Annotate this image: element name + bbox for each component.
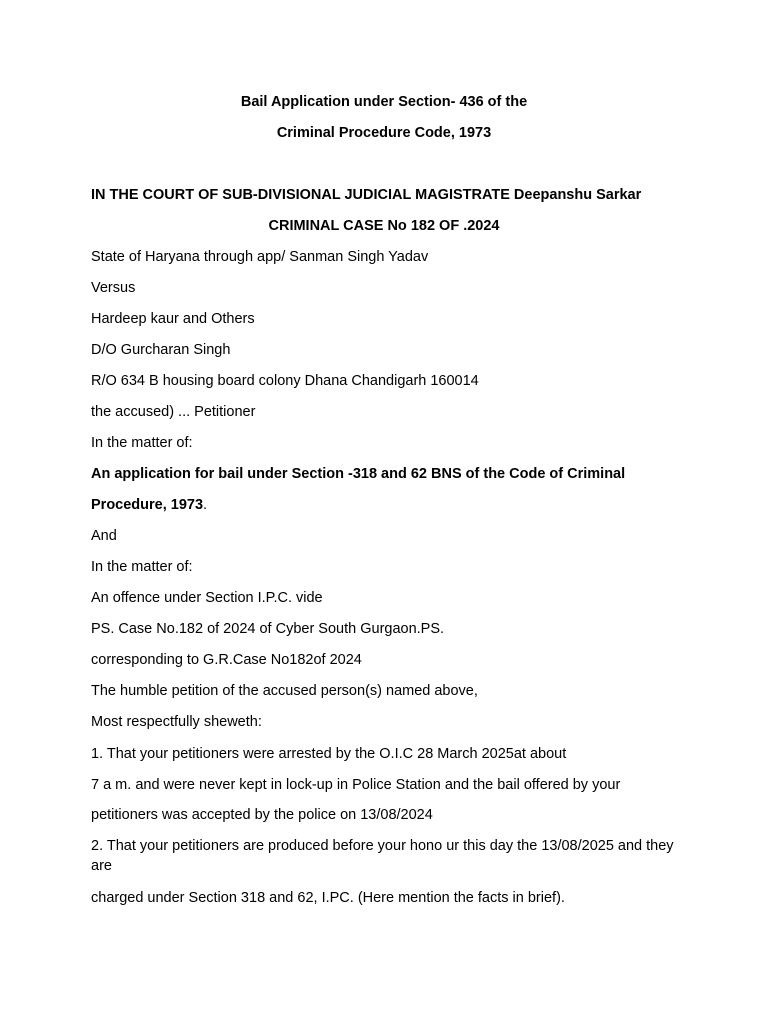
accused-parent: D/O Gurcharan Singh — [91, 342, 231, 358]
point-1-line-3: petitioners was accepted by the police on 13/08/2024 — [91, 807, 433, 823]
in-the-matter-label: In the matter of: — [91, 435, 193, 451]
application-line-2-text: Procedure, 1973 — [91, 497, 204, 513]
sheweth-line: Most respectfully sheweth: — [91, 714, 262, 730]
point-1-line-1: 1. That your petitioners were arrested by the O.I.C 28 March 2025at about — [91, 746, 567, 762]
ps-case-line: PS. Case No.182 of 2024 of Cyber South Gurgaon.PS. — [91, 621, 445, 637]
accused-name: Hardeep kaur and Others — [91, 311, 255, 327]
and-label: And — [91, 528, 117, 544]
versus-label: Versus — [91, 280, 136, 296]
heading-line-1: Bail Application under Section- 436 of the — [240, 94, 528, 110]
point-1-line-2: 7 a m. and were never kept in lock-up in Police Station and the bail offered by your — [91, 777, 621, 793]
accused-residence: R/O 634 B housing board colony Dhana Chandigarh 160014 — [91, 373, 479, 389]
heading-line-2: Criminal Procedure Code, 1973 — [276, 125, 492, 141]
humble-petition-line: The humble petition of the accused person(s) named above, — [91, 683, 478, 699]
state-party: State of Haryana through app/ Sanman Singh Yadav — [91, 249, 429, 265]
gr-case-line: corresponding to G.R.Case No182of 2024 — [91, 652, 362, 668]
petitioner-role: the accused) ... Petitioner — [91, 404, 256, 420]
in-the-matter-label-2: In the matter of: — [91, 559, 193, 575]
case-number: CRIMINAL CASE No 182 OF .2024 — [268, 218, 500, 234]
court-title: IN THE COURT OF SUB-DIVISIONAL JUDICIAL MAGISTRATE Deepanshu Sarkar — [91, 187, 642, 203]
application-line-1: An application for bail under Section -318 and 62 BNS of the Code of Criminal — [91, 466, 626, 482]
point-2-line-2: charged under Section 318 and 62, I.PC. (Here mention the facts in brief). — [91, 890, 565, 906]
application-line-2 — [91, 495, 708, 515]
point-2-line-1: 2. That your petitioners are produced before your hono ur this day the 13/08/2025 and they are — [91, 838, 674, 874]
offence-line: An offence under Section I.P.C. vide — [91, 590, 323, 606]
application-line-2-period: . — [203, 497, 208, 513]
